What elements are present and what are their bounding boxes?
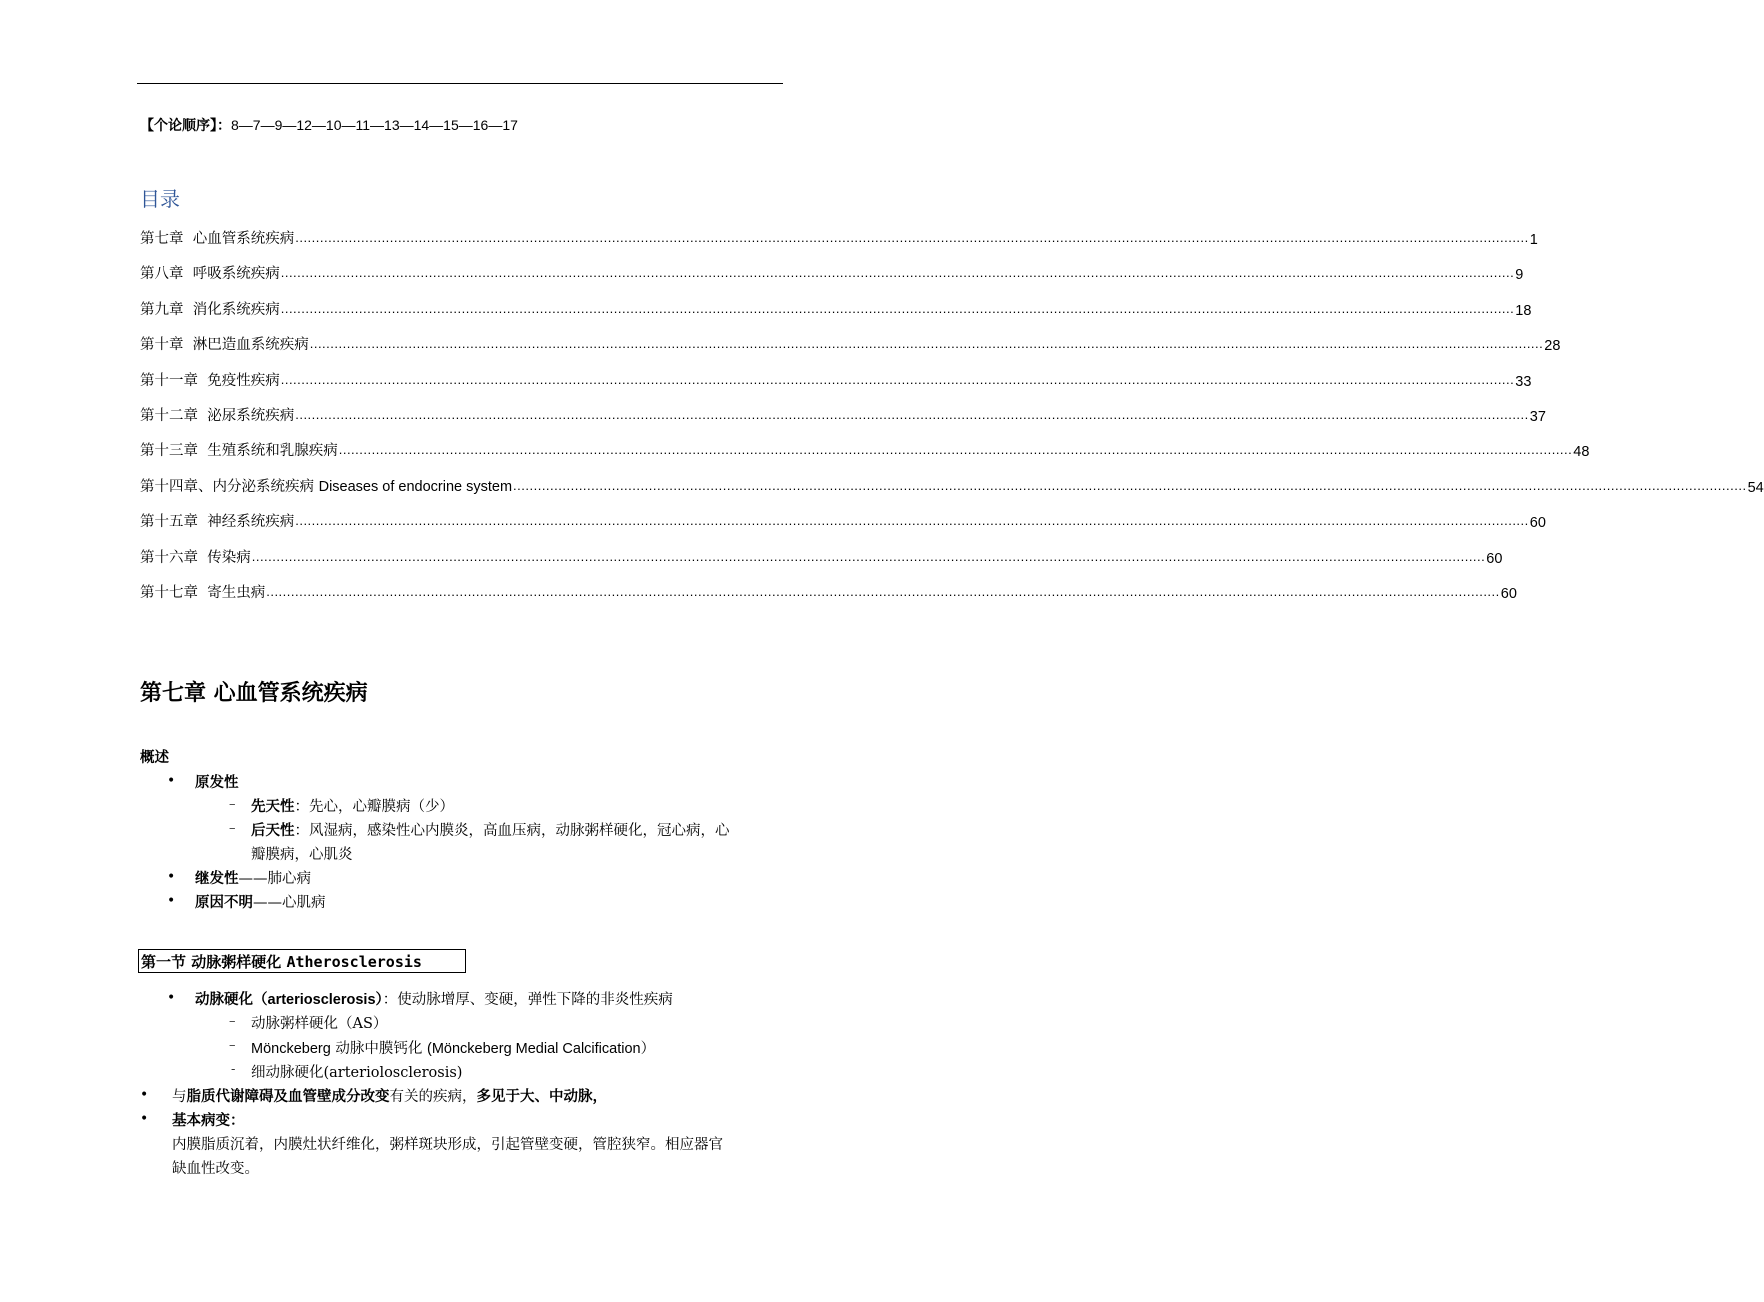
toc-entry[interactable] — [140, 507, 1546, 532]
basic-text-cont: 缺血性改变。 — [172, 1161, 259, 1177]
unknown-label: 原因不明 — [195, 895, 253, 911]
toc-entry-title: 寄生虫病 — [207, 585, 266, 601]
chapter-heading: 第七章 心血管系统疾病 — [140, 681, 368, 706]
toc-entry-title: 传染病 — [207, 549, 251, 566]
related-end: 多见于大、中动脉， — [476, 1089, 607, 1105]
toc-entry-label — [140, 546, 251, 567]
toc-entry-label — [140, 333, 309, 354]
toc-leader-dots: ............................................................................................................................................................................................................................................................................................................ — [513, 477, 1747, 493]
section-heading — [138, 949, 466, 973]
dash-icon: – — [229, 821, 236, 836]
congenital-label: 先天性 — [251, 799, 295, 815]
secondary-text: ——肺心病 — [238, 871, 311, 887]
arterio-en: arteriosclerosis — [267, 992, 376, 1008]
bullet-icon: • — [167, 990, 176, 1006]
toc-entry-chapter: 第十三章 — [140, 443, 198, 460]
toc-entry-title: Diseases of endocrine system — [318, 478, 513, 495]
toc-leader-dots: ............................................................................................................................................................................................................................................................................................................ — [280, 265, 1515, 281]
bullet-icon: • — [140, 1111, 149, 1127]
toc-entry-chapter: 第八章 — [140, 266, 184, 283]
sub-item-arteriolo: 细动脉硬化(arteriolosclerosis) — [251, 1065, 463, 1081]
toc-entry[interactable] — [140, 401, 1546, 425]
related-bold: 脂质代谢障碍及血管壁成分改变 — [186, 1089, 390, 1105]
toc-entry-title: 生殖系统和乳腺疾病 — [207, 443, 338, 460]
toc-entry-page: 1 — [1529, 232, 1538, 248]
toc-entry-chapter: 第十七章 — [140, 585, 198, 601]
secondary-label: 继发性 — [195, 871, 239, 887]
toc-leader-dots: ............................................................................................................................................................................................................................................................................................................ — [280, 300, 1515, 316]
toc-entry-label — [140, 227, 294, 248]
toc-entry-chapter: 第十二章 — [140, 408, 198, 424]
related-mid: 有关的疾病， — [389, 1089, 477, 1105]
sub-item-monckeberg — [251, 1037, 655, 1058]
toc-title: 目录 — [140, 187, 180, 211]
toc-leader-dots: ............................................................................................................................................................................................................................................................................................................ — [338, 442, 1573, 458]
toc-entry-page: 28 — [1544, 338, 1561, 355]
bullet-icon: • — [167, 869, 176, 885]
toc-entry-chapter: 第十一章 — [140, 372, 198, 389]
basic-label: 基本病变： — [172, 1113, 245, 1129]
toc-entry[interactable] — [140, 543, 1503, 567]
overview-title: 概述 — [140, 750, 169, 766]
toc-leader-dots: ............................................................................................................................................................................................................................................................................................................ — [295, 230, 1529, 245]
toc-entry-title: 呼吸系统疾病 — [192, 266, 280, 283]
acquired-label: 后天性 — [251, 823, 295, 839]
bullet-icon: • — [167, 893, 176, 909]
toc-entry-label — [140, 369, 280, 390]
toc-entry[interactable] — [140, 436, 1590, 461]
header-rule — [137, 83, 783, 84]
toc-entry-label — [140, 581, 265, 602]
toc-entry-label — [140, 475, 512, 496]
toc-entry-chapter: 第十五章 — [140, 514, 198, 531]
dash-icon: - — [231, 1062, 236, 1077]
arterio-line — [195, 988, 673, 1009]
dash-icon: – — [229, 797, 236, 812]
toc-entry-chapter: 第十四章、内分泌系统疾病 — [140, 478, 314, 495]
congenital-text: ：先心，心瓣膜病（少） — [294, 799, 454, 815]
monckeberg-cn: 动脉中膜钙化 — [330, 1041, 428, 1057]
acquired-text: ：风湿病，感染性心内膜炎，高血压病，动脉粥样硬化，冠心病，心 — [294, 823, 730, 839]
unknown-line — [195, 891, 326, 912]
toc-entry-label — [140, 262, 280, 283]
toc-entry-title: 免疫性疾病 — [207, 372, 280, 389]
toc-entry-chapter: 第十六章 — [140, 549, 198, 566]
dash-icon: – — [229, 1038, 236, 1053]
primary-label: 原发性 — [195, 775, 239, 791]
arterio-close: ） — [375, 992, 383, 1008]
section-title-cn: 第一节 动脉粥样硬化 — [141, 953, 287, 971]
related-line — [172, 1085, 607, 1106]
congenital-line — [251, 795, 454, 816]
acquired-line — [251, 819, 730, 840]
toc-entry[interactable] — [140, 259, 1524, 284]
toc-entry[interactable] — [140, 295, 1532, 319]
acquired-text-cont: 瓣膜病，心肌炎 — [251, 847, 353, 863]
toc-entry-chapter: 第十章 — [140, 337, 184, 354]
toc-entry-label — [140, 298, 280, 319]
toc-entry-chapter: 第七章 — [140, 231, 184, 247]
toc-entry-title: 消化系统疾病 — [192, 301, 280, 318]
toc-entry-page: 48 — [1573, 444, 1590, 461]
monckeberg-name: Mönckeberg — [251, 1041, 331, 1057]
secondary-line — [195, 867, 311, 888]
arterio-label: 动脉硬化（ — [195, 992, 268, 1008]
toc-entry-label — [140, 404, 294, 425]
toc-entry-title: 心血管系统疾病 — [192, 231, 295, 247]
order-line — [140, 115, 518, 135]
toc-entry-page: 33 — [1515, 373, 1532, 390]
toc-entry-title: 神经系统疾病 — [207, 514, 295, 531]
toc-entry-page: 60 — [1486, 550, 1503, 567]
toc-entry-chapter: 第九章 — [140, 301, 184, 318]
toc-entry-page: 18 — [1515, 302, 1532, 319]
bullet-icon: • — [167, 773, 176, 789]
toc-entry[interactable] — [140, 224, 1538, 248]
arterio-text: ：使动脉增厚、变硬，弹性下降的非炎性疾病 — [382, 992, 673, 1008]
toc-entry[interactable] — [140, 330, 1561, 355]
toc-leader-dots: ............................................................................................................................................................................................................................................................................................................ — [295, 513, 1529, 529]
toc-entry-page: 9 — [1515, 267, 1524, 284]
toc-entry[interactable] — [140, 472, 1764, 496]
order-colon: ： — [217, 118, 231, 134]
sub-item-as: 动脉粥样硬化（AS） — [251, 1016, 388, 1032]
dash-icon: – — [229, 1014, 236, 1029]
order-sequence: 8—7—9—12—10—11—13—14—15—16—17 — [231, 117, 518, 133]
toc-entry[interactable] — [140, 578, 1517, 602]
toc-entry-label — [140, 439, 338, 460]
toc-leader-dots: ............................................................................................................................................................................................................................................................................................................ — [251, 548, 1486, 564]
bullet-icon: • — [140, 1087, 149, 1103]
toc-entry[interactable] — [140, 366, 1532, 390]
toc-entry-page: 54 — [1747, 479, 1764, 496]
related-pre: 与 — [172, 1089, 187, 1105]
monckeberg-en: (Mönckeberg Medial Calcification） — [427, 1041, 656, 1057]
toc-entry-page: 60 — [1500, 586, 1517, 602]
section-title-en: Atherosclerosis — [286, 953, 422, 971]
toc-leader-dots: ............................................................................................................................................................................................................................................................................................................ — [295, 407, 1529, 422]
basic-text: 内膜脂质沉着，内膜灶状纤维化，粥样斑块形成，引起管壁变硬，管腔狭窄。相应器官 — [172, 1137, 723, 1153]
toc-entry-page: 60 — [1529, 515, 1546, 532]
toc-entry-page: 37 — [1529, 409, 1546, 425]
order-label: 【个论顺序】 — [140, 118, 217, 134]
toc-leader-dots: ............................................................................................................................................................................................................................................................................................................ — [266, 584, 1500, 599]
toc-entry-title: 淋巴造血系统疾病 — [192, 337, 309, 354]
toc-entry-title: 泌尿系统疾病 — [207, 408, 295, 424]
unknown-text: ——心肌病 — [253, 895, 326, 911]
toc-leader-dots: ............................................................................................................................................................................................................................................................................................................ — [280, 371, 1515, 387]
toc-entry-label — [140, 510, 294, 531]
toc-leader-dots: ............................................................................................................................................................................................................................................................................................................ — [309, 336, 1544, 352]
